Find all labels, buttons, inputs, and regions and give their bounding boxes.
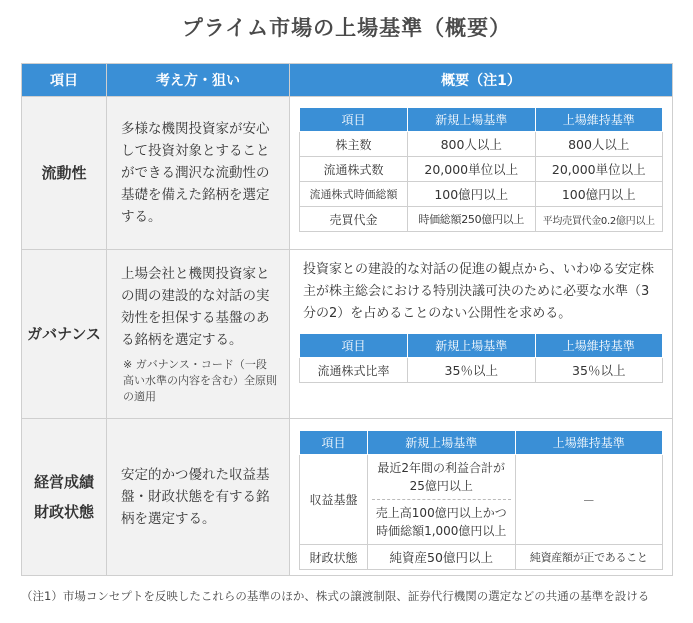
row-heading-line2: 財政状態 [33,503,94,521]
description-liquidity: 多様な機関投資家が安心して投資対象とすることができる潤沢な流動性の基礎を備えた銘柄を選定する。 [107,97,290,250]
cell-value: 時価総額250億円以上 [408,207,536,232]
header-item: 項目 [22,64,107,97]
inner-header-item: 項目 [300,334,408,358]
cell-value: 純資産50億円以上 [368,545,516,570]
cell-label: 流通株式時価総額 [300,182,408,207]
cell-value: 35％以上 [535,358,663,383]
cell-label: 収益基盤 [300,455,368,545]
row-heading-governance: ガバナンス [22,250,107,419]
cell-value: 800人以上 [408,132,536,157]
cell-label: 流通株式比率 [300,358,408,383]
inner-header-new: 新規上場基準 [368,431,516,455]
governance-criteria-table [299,333,663,383]
cell-value: 平均売買代金0.2億円以上 [535,207,663,232]
earnings-option-b [368,500,515,544]
detail-liquidity [290,97,673,250]
row-heading-liquidity: 流動性 [22,97,107,250]
inner-header-maintain: 上場維持基準 [515,431,663,455]
earnings-b-line1: 売上高100億円以上かつ [375,506,507,520]
table-row [300,455,663,545]
earnings-b-line2: 時価総額1,000億円以上 [376,524,507,538]
cell-value: 35％以上 [408,358,536,383]
description-governance: 上場会社と機関投資家との間の建設的な対話の実効性を担保する基盤のある銘柄を選定する。 [121,266,270,348]
governance-code-note: ※ ガバナンス・コード（一段高い水準の内容を含む）全原則の適用 [123,358,277,403]
liquidity-row [22,97,673,250]
cell-value: － [515,455,663,545]
earnings-new-criteria [368,455,516,545]
governance-row [22,250,673,419]
governance-paragraph: 投資家との建設的な対話の促進の観点から、いわゆる安定株主が株主総会における特別決議可決のために必要な水準（3分の2）を占めることのない公開性を求める。 [303,262,655,321]
table-row [300,358,663,383]
table-row [300,157,663,182]
cell-value: 100億円以上 [535,182,663,207]
cell-label: 財政状態 [300,545,368,570]
liquidity-criteria-table [299,107,663,232]
header-concept: 考え方・狙い [107,64,290,97]
description-governance-cell [107,250,290,419]
cell-value: 純資産額が正であること [515,545,663,570]
earnings-option-a [368,455,515,499]
cell-value: 20,000単位以上 [408,157,536,182]
inner-header-new: 新規上場基準 [408,108,536,132]
inner-header-new: 新規上場基準 [408,334,536,358]
page-title: プライム市場の上場基準（概要） [181,16,512,40]
inner-header-maintain: 上場維持基準 [535,108,663,132]
cell-value: 800人以上 [535,132,663,157]
detail-performance [290,419,673,576]
inner-header-item: 項目 [300,431,368,455]
cell-value: 100億円以上 [408,182,536,207]
cell-label: 売買代金 [300,207,408,232]
table-row [300,207,663,232]
cell-label: 流通株式数 [300,157,408,182]
performance-criteria-table [299,430,663,570]
header-row [22,64,673,97]
cell-label: 株主数 [300,132,408,157]
description-performance: 安定的かつ優れた収益基盤・財政状態を有する銘柄を選定する。 [107,419,290,576]
row-heading-performance [22,419,107,576]
listing-criteria-table [21,63,673,576]
table-row [300,545,663,570]
earnings-a-line1: 最近2年間の利益合計が [377,461,506,475]
performance-row [22,419,673,576]
cell-value: 20,000単位以上 [535,157,663,182]
row-heading-line1: 経営成績 [33,473,94,491]
detail-governance [290,250,673,419]
header-overview: 概要（注1） [290,64,673,97]
footnote: （注1）市場コンセプトを反映したこれらの基準のほか、株式の譲渡制限、証券代行機関の選定などの共通の基準を設ける [21,589,650,603]
earnings-a-line2: 25億円以上 [409,479,473,493]
inner-header-maintain: 上場維持基準 [535,334,663,358]
table-row [300,182,663,207]
inner-header-item: 項目 [300,108,408,132]
table-row [300,132,663,157]
